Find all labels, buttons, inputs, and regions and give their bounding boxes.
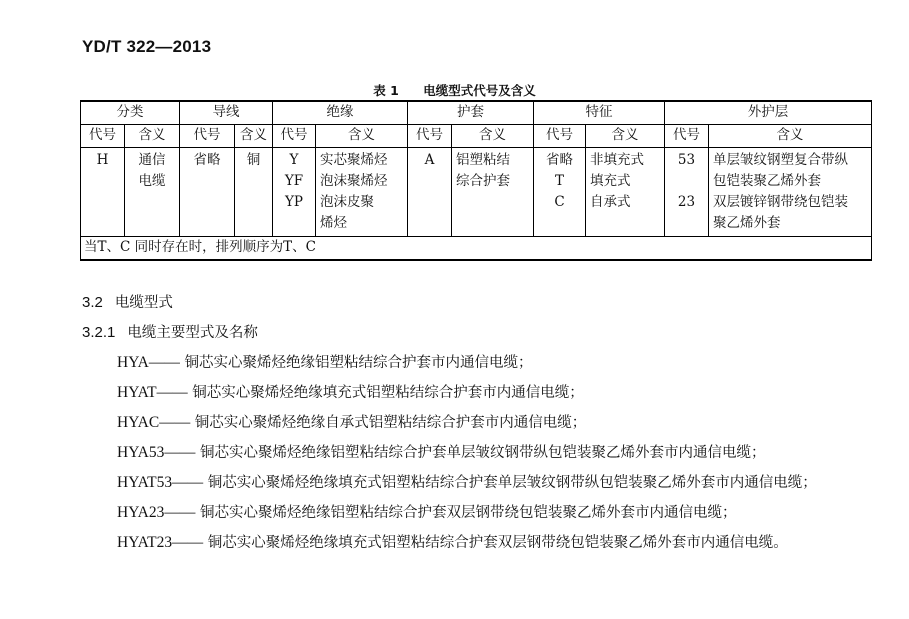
- document-header: YD/T 322—2013: [82, 37, 212, 56]
- outer-code: 23: [677, 194, 696, 210]
- section-number: 3.2.1: [82, 324, 116, 341]
- group-header: 护套: [408, 101, 534, 125]
- insulation-meaning: 实芯聚烯烃: [320, 152, 388, 168]
- outer-meaning-cell: [709, 148, 872, 237]
- insulation-meaning: 烯烃: [320, 215, 347, 231]
- table-caption-title: 电缆型式代号及含义: [423, 83, 536, 98]
- feature-meaning: 填充式: [590, 173, 631, 189]
- feature-code: 省略: [546, 152, 573, 168]
- table-note-row: [81, 237, 872, 261]
- list-item: [82, 438, 874, 468]
- list-item: [82, 528, 874, 558]
- outer-code-cell: [665, 148, 709, 237]
- table-caption-label: 表 1: [373, 83, 399, 98]
- table-note: 当T、C 同时存在时，排列顺序为T、C: [81, 237, 872, 261]
- section-heading-3-2-1: [82, 321, 258, 342]
- insulation-code: Y: [289, 152, 299, 168]
- cable-description: 铜芯实心聚烯烃绝缘填充式铝塑粘结综合护套单层皱纹钢带纵包铠装聚乙烯外套市内通信电缆；: [203, 475, 817, 491]
- cable-description: 铜芯实心聚烯烃绝缘铝塑粘结综合护套双层钢带绕包铠装聚乙烯外套市内通信电缆；: [195, 505, 737, 521]
- row-spacer: [668, 171, 705, 179]
- classification-meaning: 通信: [138, 152, 166, 168]
- outer-meaning: 双层镀锌钢带绕包铠装: [713, 194, 848, 210]
- sheath-meaning: 铝塑粘结: [456, 152, 510, 168]
- sheath-meaning: 综合护套: [456, 173, 510, 189]
- group-header: 分类: [81, 101, 180, 125]
- cable-type-table: [80, 100, 872, 261]
- cable-description: 铜芯实心聚烯烃绝缘填充式铝塑粘结综合护套双层钢带绕包铠装聚乙烯外套市内通信电缆。: [203, 535, 788, 551]
- subheader-code: 代号: [408, 125, 452, 148]
- cable-code: HYA——: [117, 354, 180, 371]
- table-body-row: [81, 148, 872, 237]
- table-caption: [0, 81, 909, 99]
- feature-code: C: [554, 194, 565, 210]
- classification-meaning-cell: [125, 148, 180, 237]
- subheader-meaning: 含义: [235, 125, 273, 148]
- insulation-meaning-cell: [316, 148, 408, 237]
- subheader-code: 代号: [665, 125, 709, 148]
- section-title: 电缆型式: [114, 295, 173, 311]
- table-subheader-row: [81, 125, 872, 148]
- sheath-meaning-cell: [452, 148, 534, 237]
- conductor-meaning: 铜: [246, 152, 261, 168]
- subheader-code: 代号: [273, 125, 316, 148]
- classification-meaning: 电缆: [138, 173, 166, 189]
- subheader-meaning: 含义: [125, 125, 180, 148]
- insulation-meaning: 泡沫聚烯烃: [320, 173, 388, 189]
- group-header: 外护层: [665, 101, 872, 125]
- outer-meaning: 单层皱纹钢塑复合带纵: [713, 152, 848, 168]
- conductor-meaning-cell: [235, 148, 273, 237]
- feature-meaning: 非填充式: [590, 152, 644, 168]
- section-title: 电缆主要型式及名称: [127, 325, 258, 341]
- conductor-code: 省略: [193, 152, 221, 168]
- group-header: 导线: [180, 101, 273, 125]
- cable-code: HYAT——: [117, 384, 188, 401]
- outer-meaning: 包铠装聚乙烯外套: [713, 173, 821, 189]
- insulation-code: YP: [285, 194, 303, 210]
- conductor-code-cell: [180, 148, 235, 237]
- feature-meaning-cell: [586, 148, 665, 237]
- cable-type-list: [82, 348, 874, 558]
- cable-description: 铜芯实心聚烯烃绝缘自承式铝塑粘结综合护套市内通信电缆；: [190, 415, 587, 431]
- cable-code: HYA23——: [117, 504, 196, 521]
- subheader-meaning: 含义: [709, 125, 872, 148]
- subheader-meaning: 含义: [452, 125, 534, 148]
- subheader-meaning: 含义: [586, 125, 665, 148]
- list-item: [82, 348, 874, 378]
- cable-code: HYAT23——: [117, 534, 204, 551]
- sheath-code: A: [424, 152, 435, 168]
- group-header: 绝缘: [273, 101, 408, 125]
- cable-description: 铜芯实心聚烯烃绝缘铝塑粘结综合护套单层皱纹钢带纵包铠装聚乙烯外套市内通信电缆；: [195, 445, 766, 461]
- feature-code: T: [554, 173, 564, 189]
- classification-code-cell: [81, 148, 125, 237]
- feature-code-cell: [534, 148, 586, 237]
- section-heading-3-2: [82, 291, 173, 312]
- cable-code: HYAC——: [117, 414, 191, 431]
- subheader-meaning: 含义: [316, 125, 408, 148]
- insulation-code-cell: [273, 148, 316, 237]
- insulation-code: YF: [284, 173, 304, 189]
- subheader-code: 代号: [180, 125, 235, 148]
- cable-description: 铜芯实心聚烯烃绝缘铝塑粘结综合护套市内通信电缆；: [179, 355, 533, 371]
- group-header: 特征: [534, 101, 665, 125]
- table-group-header-row: [81, 101, 872, 125]
- list-item: [82, 468, 874, 498]
- cable-code: HYAT53——: [117, 474, 204, 491]
- sheath-code-cell: [408, 148, 452, 237]
- outer-meaning: 聚乙烯外套: [713, 215, 781, 231]
- insulation-meaning: 泡沫皮聚: [320, 194, 374, 210]
- outer-code: 53: [677, 152, 696, 168]
- list-item: [82, 378, 874, 408]
- list-item: [82, 408, 874, 438]
- cable-code: HYA53——: [117, 444, 196, 461]
- list-item: [82, 498, 874, 528]
- cable-description: 铜芯实心聚烯烃绝缘填充式铝塑粘结综合护套市内通信电缆；: [187, 385, 584, 401]
- section-number: 3.2: [82, 294, 103, 311]
- subheader-code: 代号: [534, 125, 586, 148]
- classification-code: H: [96, 152, 109, 168]
- subheader-code: 代号: [81, 125, 125, 148]
- feature-meaning: 自承式: [590, 194, 631, 210]
